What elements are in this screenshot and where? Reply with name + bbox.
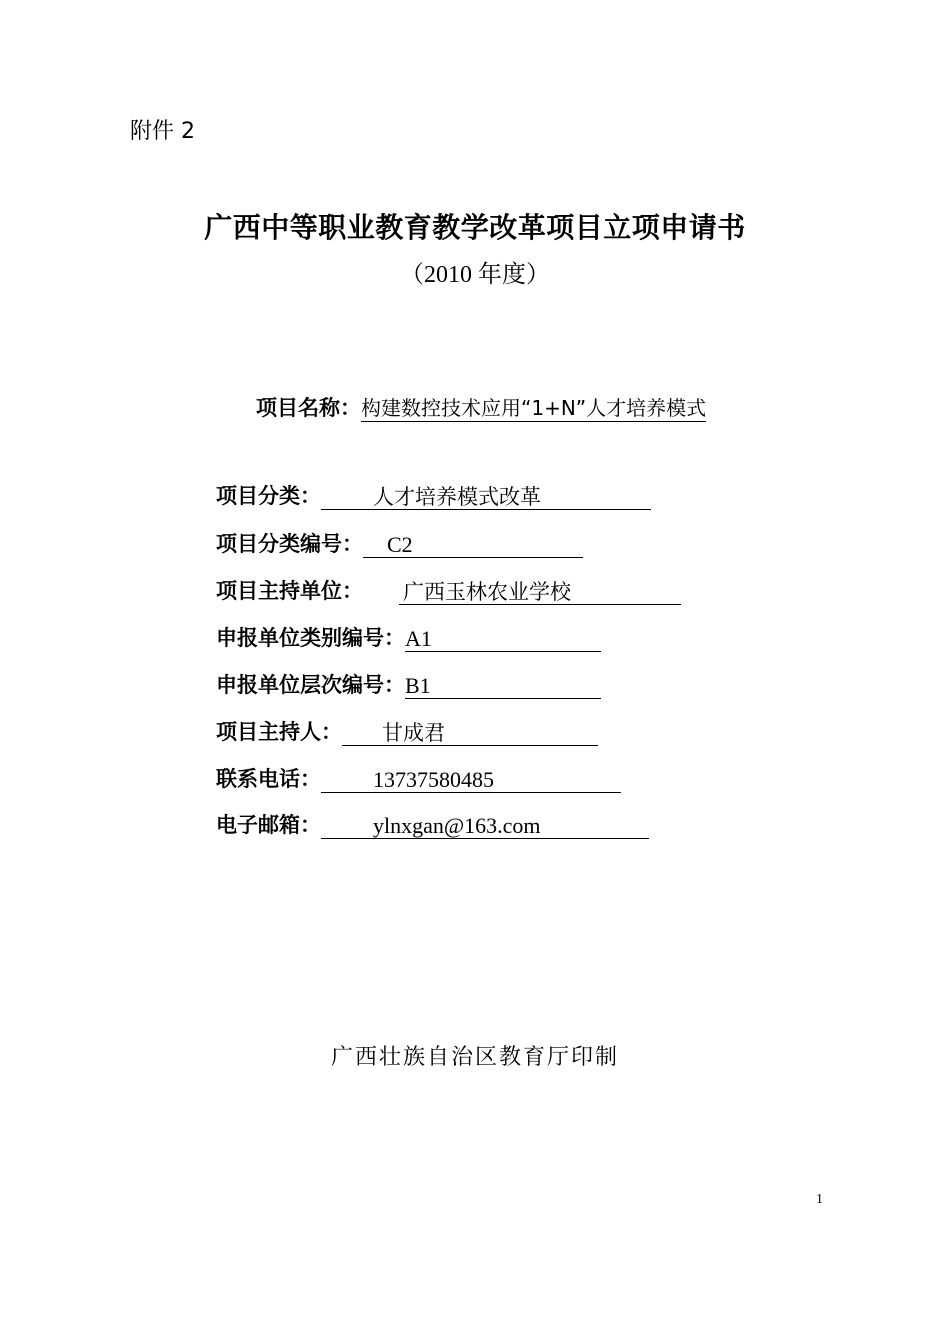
field-label: 项目分类： — [216, 484, 321, 508]
field-row-phone — [216, 763, 621, 793]
field-value-host-person: 甘成君 — [342, 720, 598, 746]
field-label: 项目主持人： — [216, 720, 342, 744]
field-label: 项目主持单位： — [216, 579, 363, 603]
field-label: 项目分类编号： — [216, 532, 363, 556]
field-row-email — [216, 809, 649, 839]
field-row-category-code — [216, 528, 583, 558]
project-name-value: 构建数控技术应用“1+N”人才培养模式 — [361, 396, 707, 420]
field-row-unit-type-code — [216, 622, 601, 652]
field-value-category: 人才培养模式改革 — [321, 484, 651, 510]
field-label: 申报单位类别编号： — [216, 626, 405, 650]
field-row-host-person — [216, 716, 598, 746]
project-name-row — [256, 392, 706, 422]
issuer-line: 广西壮族自治区教育厅印制 — [330, 1044, 619, 1069]
field-value-unit-level-code: B1 — [405, 673, 601, 699]
document-title: 广西中等职业教育教学改革项目立项申请书 — [204, 213, 746, 244]
project-name-label: 项目名称： — [256, 396, 361, 420]
field-row-category — [216, 480, 651, 510]
attachment-label: 附件 2 — [130, 119, 195, 144]
field-label: 申报单位层次编号： — [216, 673, 405, 697]
field-value-host-unit: 广西玉林农业学校 — [399, 579, 681, 605]
field-value-email: ylnxgan@163.com — [321, 813, 649, 839]
field-row-host-unit — [216, 575, 681, 605]
field-value-phone: 13737580485 — [321, 767, 621, 793]
field-value-category-code: C2 — [363, 532, 583, 558]
page-number: 1 — [816, 1192, 823, 1207]
field-row-unit-level-code — [216, 669, 601, 699]
document-year: （2010 年度） — [400, 262, 550, 288]
field-label: 联系电话： — [216, 767, 321, 791]
field-value-unit-type-code: A1 — [405, 626, 601, 652]
field-label: 电子邮箱： — [216, 813, 321, 837]
